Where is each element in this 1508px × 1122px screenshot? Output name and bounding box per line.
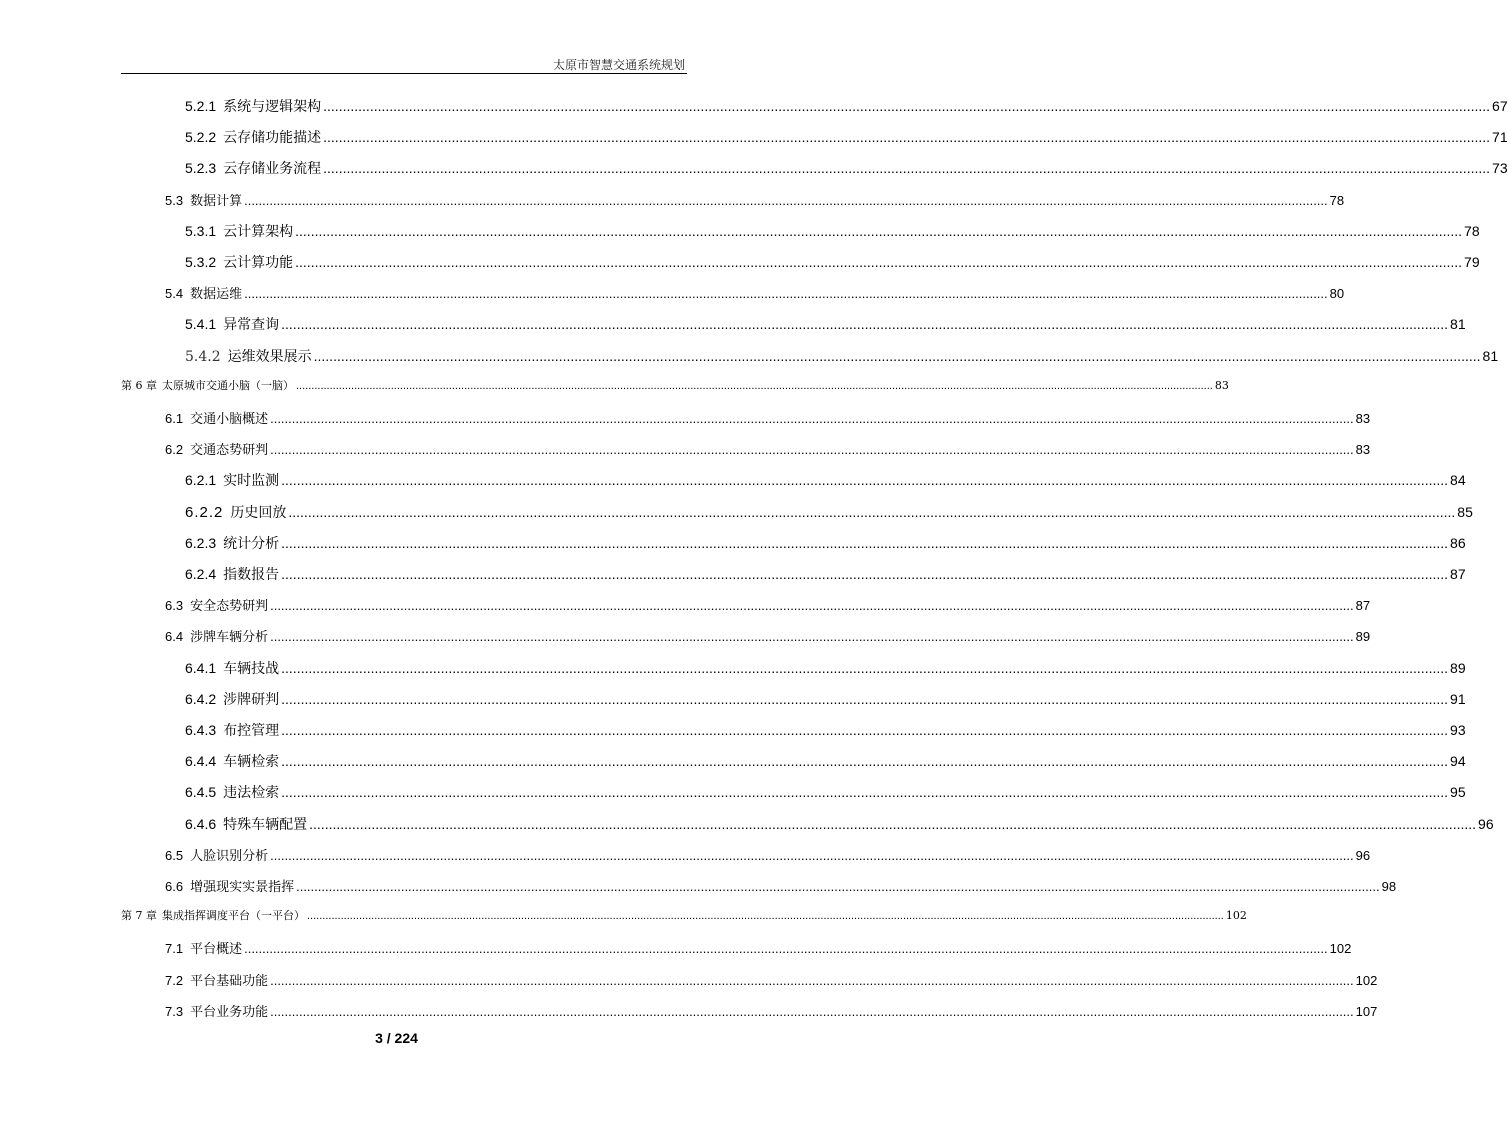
toc-entry-number: 6.4.4 <box>185 753 217 770</box>
toc-entry[interactable] <box>185 689 1466 711</box>
toc-entry-page: 98 <box>1381 879 1397 894</box>
toc-dot-leader: ............................................................................................................................................................................................................................................................................................................ <box>270 847 1354 863</box>
toc-entry-title: 违法检索 <box>223 785 280 802</box>
toc-entry-page: 78 <box>1329 192 1345 208</box>
toc-entry-title: 安全态势研判 <box>190 599 269 615</box>
toc-entry-number: 6.2 <box>165 442 184 458</box>
toc-entry-number: 6.4.5 <box>185 784 217 801</box>
toc-entry-title: 数据运维 <box>190 287 243 303</box>
toc-entry-page: 95 <box>1450 784 1466 801</box>
toc-dot-leader: ............................................................................................................................................................................................................................................................................................................ <box>281 316 1449 333</box>
toc-dot-leader: ............................................................................................................................................................................................................................................................................................................ <box>281 722 1449 738</box>
toc-entry[interactable] <box>185 502 1473 524</box>
toc-entry-title: 涉牌车辆分析 <box>190 630 269 646</box>
toc-entry-title: 云存储业务流程 <box>223 161 322 178</box>
toc-entry-page: 93 <box>1450 722 1466 738</box>
header-divider <box>121 73 687 74</box>
toc-entry-title: 云计算架构 <box>223 223 294 240</box>
toc-entry-page: 94 <box>1450 753 1466 770</box>
toc-entry-page: 89 <box>1355 629 1371 645</box>
toc-entry-title: 涉牌研判 <box>223 691 280 708</box>
toc-entry-page: 78 <box>1464 222 1480 239</box>
toc-entry[interactable] <box>165 190 1345 212</box>
toc-entry-page: 81 <box>1450 316 1466 333</box>
toc-entry[interactable] <box>185 782 1466 804</box>
toc-entry-page: 107 <box>1355 1003 1378 1019</box>
toc-entry-page: 87 <box>1355 598 1371 614</box>
toc-entry-page: 84 <box>1450 472 1466 489</box>
toc-dot-leader: ............................................................................................................................................................................................................................................................................................................ <box>296 379 1213 392</box>
toc-entry[interactable] <box>165 845 1371 867</box>
toc-entry-number: 5.3 <box>165 192 184 208</box>
toc-entry-number: 5.4.1 <box>185 316 217 333</box>
toc-entry-page: 86 <box>1450 534 1466 551</box>
toc-dot-leader: ............................................................................................................................................................................................................................................................................................................ <box>270 411 1354 426</box>
toc-entry[interactable] <box>185 751 1466 773</box>
toc-entry[interactable] <box>165 595 1371 617</box>
toc-dot-leader: ............................................................................................................................................................................................................................................................................................................ <box>295 254 1463 270</box>
toc-entry-title: 指数报告 <box>223 567 280 583</box>
toc-entry-number: 7.2 <box>165 972 184 988</box>
toc-entry[interactable] <box>165 938 1352 960</box>
toc-dot-leader: ............................................................................................................................................................................................................................................................................................................ <box>307 910 1224 923</box>
toc-entry-page: 67 <box>1492 98 1508 114</box>
toc-entry-title: 云计算功能 <box>223 255 294 271</box>
toc-dot-leader: ............................................................................................................................................................................................................................................................................................................ <box>281 753 1449 770</box>
toc-dot-leader: ............................................................................................................................................................................................................................................................................................................ <box>313 347 1481 364</box>
toc-entry[interactable] <box>185 658 1466 680</box>
toc-entry-title: 布控管理 <box>223 723 280 739</box>
toc-dot-leader: ............................................................................................................................................................................................................................................................................................................ <box>295 222 1463 239</box>
toc-dot-leader: ............................................................................................................................................................................................................................................................................................................ <box>244 941 1328 957</box>
toc-entry[interactable] <box>185 346 1499 368</box>
toc-entry[interactable] <box>185 314 1466 336</box>
toc-entry-page: 91 <box>1450 690 1466 707</box>
toc-entry-number: 6.1 <box>165 411 184 426</box>
toc-dot-leader: ............................................................................................................................................................................................................................................................................................................ <box>281 472 1449 489</box>
toc-dot-leader: ............................................................................................................................................................................................................................................................................................................ <box>281 690 1449 707</box>
toc-entry-number: 第 6 章 <box>121 378 157 392</box>
toc-entry-number: 7.3 <box>165 1003 184 1019</box>
toc-entry-title: 增强现实实景指挥 <box>190 880 295 895</box>
toc-dot-leader: ............................................................................................................................................................................................................................................................................................................ <box>270 972 1354 988</box>
toc-entry-number: 5.4 <box>165 286 184 302</box>
toc-entry-title: 统计分析 <box>223 535 280 552</box>
toc-entry-title: 集成指挥调度平台（一平台） <box>162 909 305 923</box>
toc-entry-title: 数据计算 <box>190 193 243 209</box>
toc-entry[interactable] <box>165 439 1371 461</box>
toc-entry[interactable] <box>185 533 1466 555</box>
toc-entry[interactable] <box>165 970 1378 992</box>
toc-entry-page: 85 <box>1457 503 1473 520</box>
toc-dot-leader: ............................................................................................................................................................................................................................................................................................................ <box>270 1003 1354 1019</box>
toc-entry[interactable] <box>185 127 1508 149</box>
toc-entry-title: 交通态势研判 <box>190 443 269 459</box>
toc-entry-page: 81 <box>1482 347 1499 364</box>
toc-entry-page: 83 <box>1355 442 1371 458</box>
toc-dot-leader: ............................................................................................................................................................................................................................................................................................................ <box>244 192 1328 208</box>
toc-entry[interactable] <box>165 626 1371 648</box>
toc-dot-leader: ............................................................................................................................................................................................................................................................................................................ <box>296 879 1380 894</box>
toc-entry-number: 6.4.6 <box>185 815 217 832</box>
toc-entry[interactable] <box>165 408 1371 430</box>
toc-entry-page: 96 <box>1478 815 1494 832</box>
toc-dot-leader: ............................................................................................................................................................................................................................................................................................................ <box>323 129 1491 146</box>
toc-entry-number: 6.4.1 <box>185 659 217 676</box>
toc-entry-number: 6.4 <box>165 629 184 645</box>
toc-entry[interactable] <box>121 377 1229 399</box>
toc-entry-number: 5.3.1 <box>185 222 217 239</box>
toc-entry[interactable] <box>185 720 1466 742</box>
toc-entry-page: 102 <box>1329 941 1352 957</box>
toc-dot-leader: ............................................................................................................................................................................................................................................................................................................ <box>309 815 1477 832</box>
toc-entry-page: 102 <box>1355 972 1378 988</box>
toc-entry-number: 5.4.2 <box>185 348 221 365</box>
toc-entry-page: 83 <box>1355 411 1371 426</box>
toc-entry-title: 人脸识别分析 <box>190 848 269 864</box>
toc-dot-leader: ............................................................................................................................................................................................................................................................................................................ <box>281 784 1449 801</box>
toc-entry-number: 5.2.3 <box>185 160 217 177</box>
toc-entry-page: 89 <box>1450 659 1466 676</box>
toc-dot-leader: ............................................................................................................................................................................................................................................................................................................ <box>281 566 1449 582</box>
toc-entry-title: 运维效果展示 <box>227 348 312 365</box>
toc-dot-leader: ............................................................................................................................................................................................................................................................................................................ <box>323 98 1491 114</box>
toc-entry-title: 车辆检索 <box>223 754 280 771</box>
toc-entry-title: 太原城市交通小脑（一脑） <box>162 378 294 392</box>
toc-dot-leader: ............................................................................................................................................................................................................................................................................................................ <box>281 659 1449 676</box>
header-title: 太原市智慧交通系统规划 <box>552 58 685 72</box>
toc-entry-number: 6.4.3 <box>185 722 217 738</box>
toc-entry-title: 历史回放 <box>230 504 287 521</box>
toc-entry-page: 87 <box>1450 566 1466 582</box>
toc-entry[interactable] <box>185 470 1466 492</box>
toc-entry-number: 6.2.1 <box>185 472 217 489</box>
toc-entry-title: 特殊车辆配置 <box>223 816 308 833</box>
toc-dot-leader: ............................................................................................................................................................................................................................................................................................................ <box>281 534 1449 551</box>
toc-entry-number: 5.2.1 <box>185 98 217 114</box>
toc-entry-page: 79 <box>1464 254 1480 270</box>
toc-entry-number: 5.3.2 <box>185 254 217 270</box>
toc-entry[interactable] <box>121 907 1247 929</box>
toc-entry-number: 5.2.2 <box>185 129 217 146</box>
toc-entry-page: 71 <box>1492 129 1508 146</box>
toc-entry-number: 6.3 <box>165 598 184 614</box>
toc-entry-number: 6.4.2 <box>185 690 217 707</box>
toc-dot-leader: ............................................................................................................................................................................................................................................................................................................ <box>270 442 1354 458</box>
toc-entry-title: 平台业务功能 <box>190 1004 269 1020</box>
toc-entry-title: 平台基础功能 <box>190 973 269 989</box>
toc-entry-number: 6.5 <box>165 847 184 863</box>
toc-entry-title: 异常查询 <box>223 317 280 334</box>
toc-entry-page: 83 <box>1214 378 1229 392</box>
toc-entry[interactable] <box>165 1001 1378 1023</box>
toc-entry-number: 6.6 <box>165 879 184 894</box>
toc-entry[interactable] <box>185 564 1466 586</box>
toc-dot-leader: ............................................................................................................................................................................................................................................................................................................ <box>270 629 1354 645</box>
toc-entry-title: 系统与逻辑架构 <box>223 99 322 115</box>
toc-entry-number: 7.1 <box>165 941 184 957</box>
toc-entry-title: 平台概述 <box>190 942 243 958</box>
toc-entry[interactable] <box>165 283 1345 305</box>
toc-entry-page: 73 <box>1492 160 1508 177</box>
toc-entry-number: 6.2.4 <box>185 566 217 582</box>
toc-entry-title: 云存储功能描述 <box>223 130 322 147</box>
toc-entry-title: 实时监测 <box>223 473 280 490</box>
toc-entry-number: 6.2.3 <box>185 534 217 551</box>
page-number: 3 / 224 <box>375 1030 418 1046</box>
toc-entry[interactable] <box>185 221 1480 243</box>
toc-entry[interactable] <box>185 814 1494 836</box>
toc-entry-page: 102 <box>1225 909 1247 923</box>
toc-entry[interactable] <box>185 96 1508 118</box>
toc-dot-leader: ............................................................................................................................................................................................................................................................................................................ <box>323 160 1491 177</box>
toc-entry-title: 车辆技战 <box>223 660 280 677</box>
toc-dot-leader: ............................................................................................................................................................................................................................................................................................................ <box>288 503 1456 520</box>
toc-dot-leader: ............................................................................................................................................................................................................................................................................................................ <box>244 286 1328 302</box>
toc-entry-title: 交通小脑概述 <box>190 412 269 427</box>
toc-entry-page: 96 <box>1355 847 1371 863</box>
toc-entry-number: 第 7 章 <box>121 909 157 923</box>
toc-entry[interactable] <box>185 252 1480 274</box>
toc-dot-leader: ............................................................................................................................................................................................................................................................................................................ <box>270 598 1354 614</box>
toc-entry-number: 6.2.2 <box>185 503 224 521</box>
toc-entry[interactable] <box>165 876 1397 898</box>
toc-entry-page: 80 <box>1329 286 1345 302</box>
toc-entry[interactable] <box>185 158 1508 180</box>
